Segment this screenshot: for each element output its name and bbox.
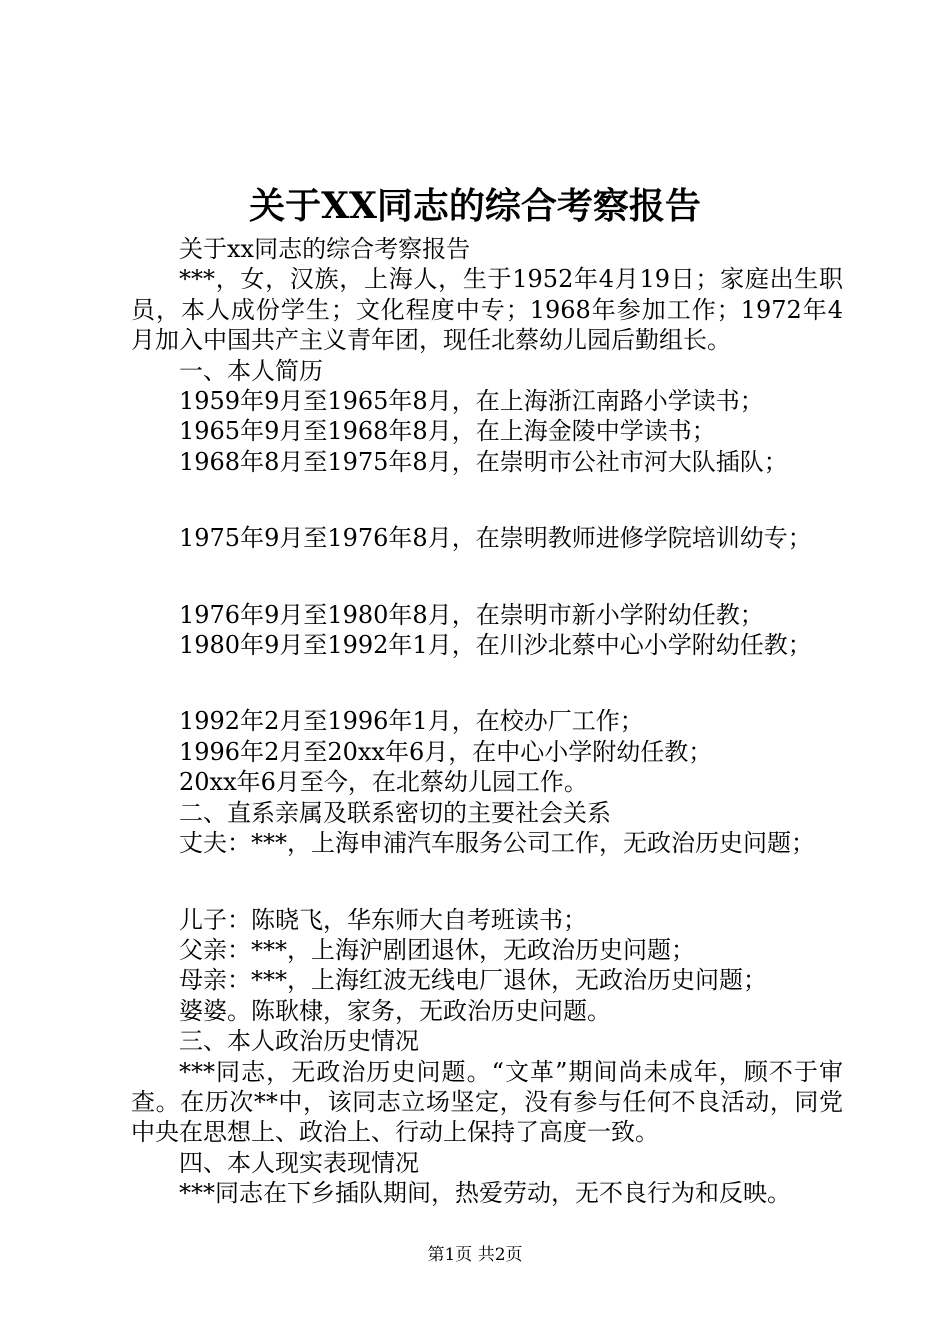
relation-item: 婆婆。陈耿棣，家务，无政治历史问题。 bbox=[179, 996, 611, 1025]
relation-item: 父亲：***，上海沪剧团退休，无政治历史问题； bbox=[179, 935, 695, 964]
relation-item: 母亲：***，上海红波无线电厂退休，无政治历史问题； bbox=[179, 966, 767, 995]
resume-item: 1968年8月至1975年8月，在崇明市公社市河大队插队； bbox=[179, 447, 788, 476]
section-heading-resume: 一、本人简历 bbox=[179, 356, 323, 385]
section-heading-relations: 二、直系亲属及联系密切的主要社会关系 bbox=[179, 798, 611, 827]
relation-item: 丈夫：***，上海申浦汽车服务公司工作，无政治历史问题； bbox=[179, 829, 815, 858]
paragraph-subtitle: 关于xx同志的综合考察报告 bbox=[179, 235, 471, 263]
paragraph-political-history: ***同志，无政治历史问题。“文革”期间尚未成年，顾不于审查。在历次**中，该同志立场坚定，没有参与任何不良活动，同党中央在思想上、政治上、行动上保持了高度一致。 bbox=[131, 1057, 843, 1147]
resume-item: 20xx年6月至今，在北蔡幼儿园工作。 bbox=[179, 768, 588, 797]
blank-line bbox=[131, 554, 843, 600]
resume-item: 1959年9月至1965年8月，在上海浙江南路小学读书； bbox=[179, 387, 764, 416]
resume-item: 1996年2月至20xx年6月，在中心小学附幼任教； bbox=[179, 737, 713, 766]
section-heading-current-performance: 四、本人现实表现情况 bbox=[179, 1148, 419, 1177]
blank-line bbox=[131, 660, 843, 706]
relation-item: 儿子：陈晓飞，华东师大自考班读书； bbox=[179, 905, 587, 934]
document-body bbox=[131, 234, 843, 1209]
resume-item: 1992年2月至1996年1月，在校办厂工作； bbox=[179, 707, 644, 736]
blank-line bbox=[131, 859, 843, 905]
document-title: 关于XX同志的综合考察报告 bbox=[249, 185, 701, 227]
section-heading-political-history: 三、本人政治历史情况 bbox=[179, 1027, 419, 1056]
resume-item: 1975年9月至1976年8月，在崇明教师进修学院培训幼专； bbox=[179, 524, 812, 553]
page-number-footer: 第1页 共2页 bbox=[427, 1245, 523, 1265]
resume-item: 1965年9月至1968年8月，在上海金陵中学读书； bbox=[179, 417, 716, 446]
paragraph-basic-info: ***，女，汉族，上海人，生于1952年4月19日；家庭出生职员，本人成份学生；文化程度中专；1968年参加工作；1972年4月加入中国共产主义青年团，现任北蔡幼儿园后勤组长。 bbox=[131, 265, 843, 355]
blank-line bbox=[131, 477, 843, 523]
resume-item: 1976年9月至1980年8月，在崇明市新小学附幼任教； bbox=[179, 600, 764, 629]
resume-item: 1980年9月至1992年1月，在川沙北蔡中心小学附幼任教； bbox=[179, 631, 812, 660]
paragraph-current-performance: ***同志在下乡插队期间，热爱劳动，无不良行为和反映。 bbox=[179, 1179, 791, 1208]
